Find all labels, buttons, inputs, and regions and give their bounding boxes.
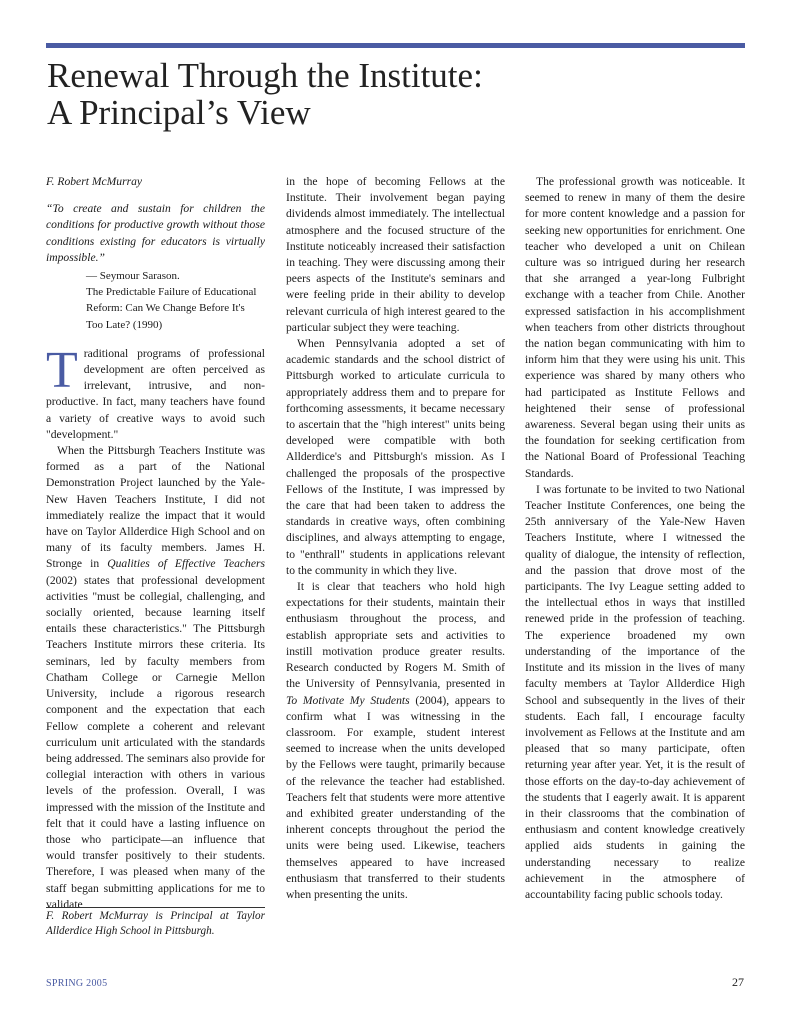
page-number: 27	[732, 975, 744, 989]
paragraph-expectations-text-b: (2004), appears to confirm what I was witnessing in the classroom. For example, student interest seemed to increase when the units developed by the Fellows were taught, primarily because of the relevance the teacher had established. Teachers felt that students were more attentive and exhibited greater understanding of the inherent concepts throughout the period the units were being used. Likewise, teachers themselves appeared to have increased enthusiasm that transferred to their students when presenting the units.	[286, 693, 505, 901]
epigraph-attribution	[86, 268, 265, 333]
article-title	[47, 57, 737, 131]
paragraph-standards: When Pennsylvania adopted a set of academic standards and the school district of Pittsburgh worked to articulate curricula to appropriately address them and to prepare for forthcoming assessments, it became necessary to ascertain that the "high interest" units being developed were compatible with both Allderdice's and Pittsburgh's mission. As I challenged the proposals of the prospective Fellows of the Institute, I was impressed by the care that had been taken to address the standards in creative ways, often combining disciplines, and always attempting to engage, to "enthrall" students in applications relevant to the community in which they live.	[286, 337, 505, 577]
book-title-stronge: Qualities of Effective Teachers	[107, 557, 265, 571]
paragraph-pti-text-b: (2002) states that professional development activities "must be collegial, challenging, and socially oriented, because learning itself entails these characteristics." The Pittsburgh Teachers Institute mirrors these criteria. Its seminars, led by faculty members from Chatham College or Carnegie Mellon University, include a rigorous research component and the expectation that each Fellow complete a coherent and relevant curriculum unit articulated with the standards being addressed. The seminars also provide for collegial interaction with others in various levels of the profession. Overall, I was impressed with the mission of the Institute and felt that it could have a lasting influence on those who participate—an influence that would transfer positively to their students. Therefore, I was pleased when many of the staff began submitting applications for me to validate	[46, 573, 265, 911]
footnote-rule	[46, 907, 265, 908]
epigraph-source-3: Too Late? (1990)	[86, 318, 163, 331]
paragraph-expectations	[286, 579, 505, 903]
paragraph-growth: The professional growth was noticeable. It seemed to renew in many of them the desire for more content knowledge and a passion for seeking new opportunities for enrichment. One teacher who developed a unit on Chilean culture was so intrigued during her research that she arranged a year-long Fulbright exchange with a teacher from Chile. Another expressed satisfaction in his accomplishment when teachers from other districts throughout the nation began communicating with him to inform him that they were using his unit. This experience was shared by many others who had participated as Institute Fellows and heightened their sense of professional awareness. Several began using their units as the foundation for seeking certification from the National Board of Professional Teaching Standards.	[525, 175, 745, 480]
paragraph-expectations-text-a: It is clear that teachers who hold high expectations for their students, maintain their enthusiasm throughout the process, and establish appropriate sets and activities to instill motivation produce greater results. Research conducted by Rogers M. Smith of the University of Pennsylvania, presented in	[286, 580, 505, 691]
title-line-1: Renewal Through the Institute:	[47, 56, 483, 95]
column-2	[286, 174, 505, 903]
column-3	[525, 174, 745, 903]
issue-label: SPRING 2005	[46, 978, 108, 989]
epigraph-author: — Seymour Sarason.	[86, 270, 180, 283]
paragraph-pti	[46, 443, 265, 913]
paragraph-continuation: in the hope of becoming Fellows at the Institute. Their involvement began paying dividends almost immediately. The intellectual atmosphere and the focused structure of the Institute noticeably increased their satisfaction in teaching. They were discussing among their peers aspects of the Institute's seminars and were feeling pride in their ability to develop relevant curricula of high interest geared to the particular subject they were teaching.	[286, 175, 505, 334]
drop-cap: T	[46, 341, 78, 399]
header-rule	[46, 43, 745, 48]
author-footnote: F. Robert McMurray is Principal at Taylor Allderdice High School in Pittsburgh.	[46, 910, 265, 937]
title-line-2: A Principal’s View	[47, 93, 311, 132]
epigraph-source-2: Reform: Can We Change Before It's	[86, 302, 245, 315]
epigraph-quote: “To create and sustain for children the conditions for productive growth without those conditions existing for educators is virtually impossible.”	[46, 202, 265, 264]
column-1	[46, 174, 265, 913]
epigraph-source-1: The Predictable Failure of Educational	[86, 286, 257, 299]
paragraph-pti-text-a: When the Pittsburgh Teachers Institute was formed as a part of the National Demonstration Project launched by the Yale-New Haven Teachers Institute, I did not immediately realize the impact that it would have on Taylor Allderdice High School and on many of its faculty members. James H. Stronge in	[46, 444, 265, 571]
paragraph-intro-text: raditional programs of professional development are often perceived as irrelevant, intrusive, and non-productive. In fact, many teachers have found a variety of creative ways to avoid such "development."	[46, 346, 265, 441]
book-title-smith: To Motivate My Students	[286, 693, 410, 707]
byline: F. Robert McMurray	[46, 175, 143, 188]
paragraph-intro	[46, 341, 265, 443]
paragraph-conferences: I was fortunate to be invited to two National Teacher Institute Conferences, one being the 25th anniversary of the Yale-New Haven Teachers Institute, where I witnessed the quality of dialogue, the intensity of reflection, and the passion that drove most of the participants. The Ivy League setting added to the intellectual ethos in ways that instilled renewed pride in the profession of teaching. The experience broadened my own understanding of the importance of the Institute and its mission in the lives of many faculty members at Taylor Allderdice High School and subsequently in the lives of their students. Each fall, I encourage faculty involvement as Fellows at the Institute and am pleased that so many participate, often returning year after year. Yet, it is the result of those efforts on the day-to-day achievement of the students that I eagerly await. It is apparent in their classrooms that the combination of enthusiasm and content knowledge creatively applied aids students in gaining the understanding necessary to realize achievement in the atmosphere of accountability facing public schools today.	[525, 482, 745, 901]
